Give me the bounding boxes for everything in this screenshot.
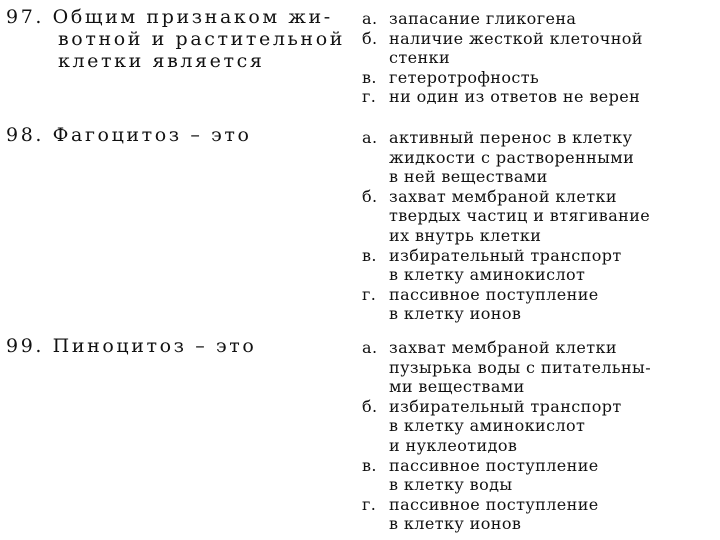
option-98-g xyxy=(362,285,717,324)
option-text: гетеротрофность xyxy=(389,67,540,87)
option-text: в клетку воды xyxy=(389,475,513,495)
question-98 xyxy=(6,124,346,146)
option-text: избирательный транспорт xyxy=(389,245,622,265)
option-letter: в. xyxy=(362,455,377,475)
question-line xyxy=(6,124,346,146)
option-letter: г. xyxy=(362,284,377,304)
option-letter: а. xyxy=(362,338,378,357)
option-letter: г. xyxy=(362,87,377,107)
option-text: в клетку аминокислот xyxy=(389,265,586,285)
question-line xyxy=(6,335,346,357)
option-text: и нуклеотидов xyxy=(389,435,518,455)
option-text: жидкости с растворенными xyxy=(389,147,635,167)
options-97 xyxy=(362,9,717,107)
option-letter: в. xyxy=(362,67,377,87)
option-text: их внутрь клетки xyxy=(389,225,542,245)
option-text: активный перенос в клетку xyxy=(389,128,633,147)
option-97-g xyxy=(362,87,717,107)
option-text: стенки xyxy=(389,48,451,68)
option-letter: а. xyxy=(362,9,378,28)
option-text: захват мембраной клетки xyxy=(389,186,617,206)
option-letter: б. xyxy=(362,186,378,206)
option-99-b xyxy=(362,397,717,456)
option-97-b xyxy=(362,29,717,68)
option-text: захват мембраной клетки xyxy=(389,338,617,357)
option-97-v xyxy=(362,68,717,88)
option-text: ми веществами xyxy=(389,377,525,397)
option-99-v xyxy=(362,456,717,495)
question-number: 99. xyxy=(6,335,45,357)
option-text: в ней веществами xyxy=(389,167,548,187)
option-text: в клетку ионов xyxy=(389,514,522,534)
option-text: избирательный транспорт xyxy=(389,396,622,416)
option-text: запасание гликогена xyxy=(389,9,577,28)
question-99 xyxy=(6,335,346,357)
option-99-a xyxy=(362,338,717,397)
option-text: в клетку аминокислот xyxy=(389,416,586,436)
option-text: наличие жесткой клеточной xyxy=(389,28,643,48)
question-text: вотной и растительной xyxy=(58,28,345,50)
question-text: клетки является xyxy=(58,50,265,72)
options-98 xyxy=(362,128,717,324)
option-text: пассивное поступление xyxy=(389,494,599,514)
option-text: пассивное поступление xyxy=(389,284,599,304)
option-98-v xyxy=(362,246,717,285)
option-letter: г. xyxy=(362,494,377,514)
option-text: пассивное поступление xyxy=(389,455,599,475)
option-99-g xyxy=(362,495,717,534)
option-text: твердых частиц и втягивание xyxy=(389,206,651,226)
options-99 xyxy=(362,338,717,534)
question-text: Фагоцитоз – это xyxy=(52,124,252,146)
option-text: пузырька воды с питательны- xyxy=(389,357,651,377)
question-text: Пиноцитоз – это xyxy=(52,335,257,357)
question-number: 98. xyxy=(6,124,45,146)
question-line xyxy=(6,6,346,28)
question-number: 97. xyxy=(6,6,45,28)
option-letter: в. xyxy=(362,245,377,265)
option-text: ни один из ответов не верен xyxy=(389,87,641,107)
option-98-b xyxy=(362,187,717,246)
option-letter: а. xyxy=(362,128,378,147)
option-97-a xyxy=(362,9,717,29)
option-letter: б. xyxy=(362,28,378,48)
question-text: Общим признаком жи- xyxy=(52,6,333,28)
option-98-a xyxy=(362,128,717,187)
option-text: в клетку ионов xyxy=(389,304,522,324)
option-letter: б. xyxy=(362,396,378,416)
question-97 xyxy=(6,6,346,72)
